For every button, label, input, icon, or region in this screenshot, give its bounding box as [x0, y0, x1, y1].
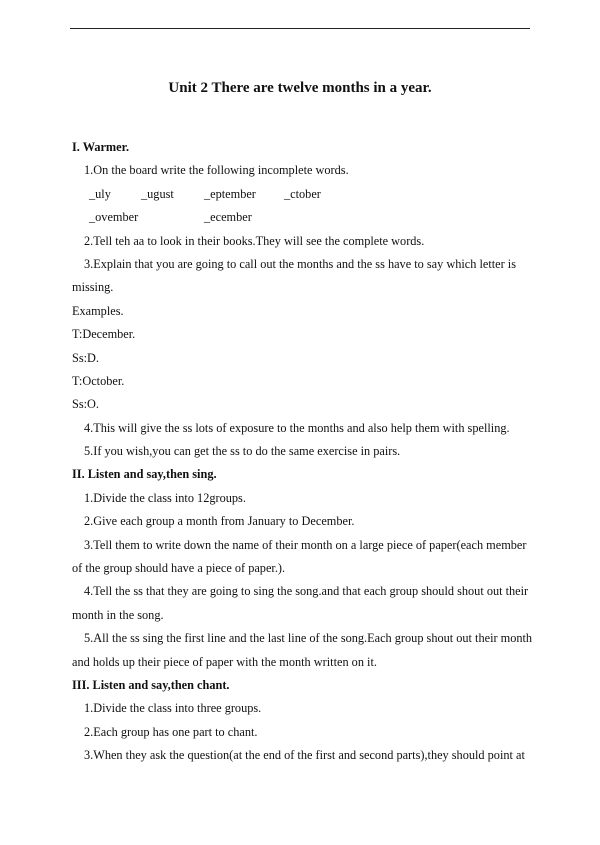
- section-heading-warmer: I. Warmer.: [72, 140, 130, 154]
- example-line: Ss:D.: [72, 350, 99, 365]
- paragraph: 3.Tell them to write down the name of their month on a large piece of paper(each member: [84, 537, 527, 552]
- example-line: T:October.: [72, 373, 125, 388]
- paragraph-continuation: month in the song.: [72, 607, 164, 622]
- document-body: [72, 136, 533, 768]
- example-line: T:December.: [72, 327, 136, 342]
- paragraph: 2.Each group has one part to chant.: [84, 724, 258, 739]
- incomplete-word: _eptember: [204, 186, 256, 201]
- incomplete-words-row-2: [72, 206, 530, 229]
- incomplete-word: _ctober: [284, 186, 321, 201]
- incomplete-word: _ecember: [204, 210, 252, 225]
- section-heading-chant: III. Listen and say,then chant.: [72, 677, 230, 692]
- paragraph: 5.All the ss sing the first line and the last line of the song.Each group shout out their month: [84, 631, 533, 646]
- paragraph: 4.This will give the ss lots of exposure to the months and also help them with spelling.: [84, 420, 510, 435]
- incomplete-word: _ovember: [89, 210, 139, 225]
- paragraph: 1.On the board write the following incomplete words.: [84, 163, 349, 178]
- paragraph-continuation: and holds up their piece of paper with the month written on it.: [72, 654, 377, 669]
- paragraph: 5.If you wish,you can get the ss to do the same exercise in pairs.: [84, 444, 401, 459]
- paragraph: 3.When they ask the question(at the end of the first and second parts),they should point at: [84, 748, 525, 763]
- paragraph: 4.Tell the ss that they are going to sing the song.and that each group should shout out their: [84, 584, 529, 599]
- page-title: Unit 2 There are twelve months in a year.: [168, 80, 432, 96]
- paragraph: 1.Divide the class into 12groups.: [84, 490, 246, 505]
- paragraph: 2.Give each group a month from January to December.: [84, 514, 355, 529]
- paragraph-continuation: missing.: [72, 280, 114, 295]
- header-rule: [70, 28, 530, 29]
- paragraph: 2.Tell teh aa to look in their books.They will see the complete words.: [84, 233, 425, 248]
- incomplete-words-row-1: [72, 183, 530, 206]
- incomplete-word: _uly: [89, 186, 111, 201]
- paragraph: 1.Divide the class into three groups.: [84, 701, 262, 716]
- section-heading-sing: II. Listen and say,then sing.: [72, 467, 217, 482]
- paragraph-continuation: of the group should have a piece of paper.).: [72, 561, 286, 576]
- examples-label: Examples.: [72, 303, 124, 318]
- incomplete-word: _ugust: [141, 186, 174, 201]
- example-line: Ss:O.: [72, 397, 99, 412]
- paragraph: 3.Explain that you are going to call out the months and the ss have to say which letter is: [84, 256, 517, 271]
